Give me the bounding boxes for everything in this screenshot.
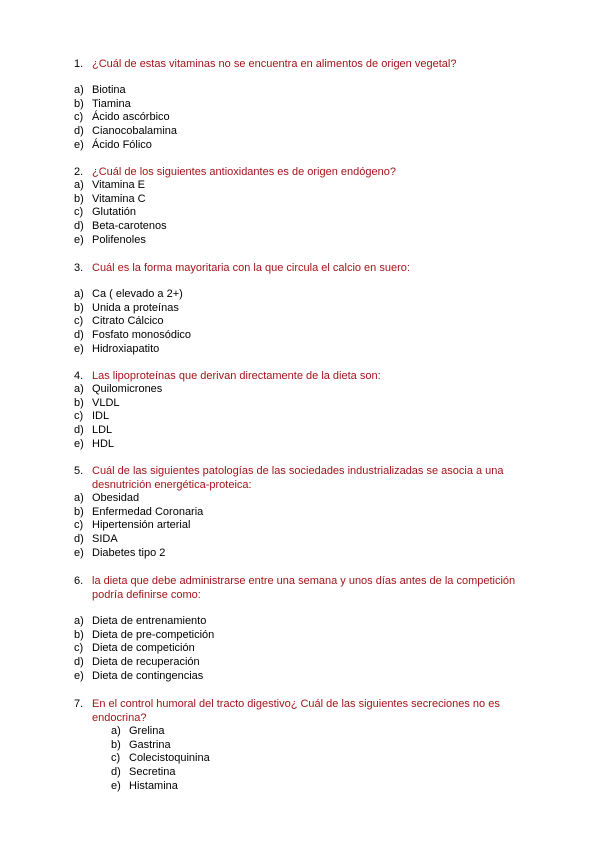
option-text: Cianocobalamina — [92, 125, 177, 138]
option-text: Hidroxiapatito — [92, 342, 160, 355]
option-letter: e) — [74, 233, 84, 246]
option-e — [74, 438, 534, 452]
question-number: 1. — [74, 58, 84, 70]
option-text: Enfermedad Coronaria — [92, 505, 204, 518]
option-e — [74, 343, 534, 357]
question-header — [74, 57, 534, 71]
options-list — [74, 383, 534, 451]
option-letter: d) — [74, 125, 84, 138]
option-e — [74, 670, 534, 684]
option-b — [74, 98, 534, 112]
option-letter: b) — [74, 505, 84, 518]
option-b — [111, 739, 534, 753]
option-b — [74, 302, 534, 316]
question-text: En el control humoral del tracto digestivo¿ Cuál de las siguientes secreciones no es endocrina? — [92, 698, 500, 724]
option-text: Ácido ascórbico — [92, 111, 170, 124]
option-letter: c) — [74, 642, 84, 655]
option-text: IDL — [92, 410, 110, 423]
option-text: LDL — [92, 424, 113, 437]
options-list — [74, 179, 534, 247]
question-text: ¿Cuál de los siguientes antioxidantes es de origen endógeno? — [92, 166, 396, 178]
option-letter: e) — [74, 669, 84, 682]
option-b — [74, 397, 534, 411]
option-text: Ácido Fólico — [92, 138, 152, 151]
option-b — [74, 629, 534, 643]
options-list — [74, 288, 534, 356]
option-text: Histamina — [129, 779, 178, 792]
question-header — [74, 574, 534, 602]
question-4 — [74, 369, 534, 451]
option-d — [74, 656, 534, 670]
option-letter: e) — [74, 437, 84, 450]
option-text: Vitamina C — [92, 192, 146, 205]
option-text: Vitamina E — [92, 179, 145, 191]
question-text: Cuál es la forma mayoritaria con la que circula el calcio en suero: — [92, 262, 410, 274]
option-text: Polifenoles — [92, 233, 146, 246]
option-text: Ca ( elevado a 2+) — [92, 288, 183, 300]
question-text: Cuál de las siguientes patologías de las sociedades industrializadas se asocia a una desnutrición energética-proteica: — [92, 465, 504, 491]
option-b — [74, 193, 534, 207]
option-text: Biotina — [92, 84, 126, 96]
option-text: Glutatión — [92, 206, 137, 219]
option-b — [74, 506, 534, 520]
option-a — [74, 179, 534, 193]
option-e — [74, 547, 534, 561]
option-a — [111, 725, 534, 739]
option-d — [74, 424, 534, 438]
option-text: Obesidad — [92, 492, 140, 504]
option-a — [74, 492, 534, 506]
option-text: Fosfato monosódico — [92, 329, 192, 342]
option-letter: a) — [74, 84, 84, 96]
option-letter: c) — [74, 410, 84, 423]
option-c — [74, 315, 534, 329]
question-2 — [74, 165, 534, 247]
option-d — [74, 533, 534, 547]
option-c — [74, 111, 534, 125]
question-number: 4. — [74, 370, 84, 382]
option-a — [74, 615, 534, 629]
option-text: Dieta de entrenamiento — [92, 615, 207, 627]
option-letter: a) — [74, 179, 84, 191]
option-letter: b) — [74, 301, 84, 314]
question-header — [74, 369, 534, 383]
option-letter: b) — [74, 192, 84, 205]
options-list — [111, 725, 534, 793]
question-text: ¿Cuál de estas vitaminas no se encuentra en alimentos de origen vegetal? — [92, 58, 457, 70]
option-letter: e) — [74, 138, 84, 151]
option-text: Diabetes tipo 2 — [92, 546, 166, 559]
option-a — [74, 383, 534, 397]
question-header — [74, 464, 534, 492]
option-letter: d) — [74, 220, 84, 233]
question-header — [74, 165, 534, 179]
option-letter: a) — [111, 725, 121, 737]
option-letter: a) — [74, 615, 84, 627]
option-letter: c) — [74, 111, 84, 124]
option-d — [111, 766, 534, 780]
question-header — [74, 697, 534, 725]
option-letter: e) — [111, 779, 121, 792]
option-letter: d) — [74, 329, 84, 342]
option-letter: e) — [74, 342, 84, 355]
option-c — [74, 206, 534, 220]
option-text: Tiamina — [92, 97, 131, 110]
option-text: Dieta de pre-competición — [92, 628, 215, 641]
option-letter: a) — [74, 288, 84, 300]
option-text: Citrato Cálcico — [92, 315, 164, 328]
option-text: HDL — [92, 437, 115, 450]
option-letter: c) — [74, 206, 84, 219]
question-number: 6. — [74, 575, 84, 587]
question-header — [74, 261, 534, 275]
option-c — [74, 519, 534, 533]
option-letter: b) — [111, 738, 121, 751]
options-list — [74, 492, 534, 560]
option-text: Colecistoquinina — [129, 752, 210, 765]
options-list — [74, 84, 534, 152]
option-text: Secretina — [129, 766, 176, 779]
option-e — [74, 139, 534, 153]
question-number: 5. — [74, 465, 84, 477]
option-letter: b) — [74, 396, 84, 409]
option-text: Dieta de contingencias — [92, 669, 204, 682]
option-text: Hipertensión arterial — [92, 519, 191, 532]
option-c — [74, 410, 534, 424]
option-text: Gastrina — [129, 738, 171, 751]
option-d — [74, 125, 534, 139]
option-text: Dieta de competición — [92, 642, 195, 655]
question-number: 7. — [74, 698, 84, 710]
question-text: la dieta que debe administrarse entre una semana y unos días antes de la competición podría definirse como: — [92, 575, 516, 601]
option-letter: a) — [74, 383, 84, 395]
option-letter: a) — [74, 492, 84, 504]
option-c — [111, 752, 534, 766]
option-text: Dieta de recuperación — [92, 656, 200, 669]
option-letter: d) — [74, 424, 84, 437]
question-text: Las lipoproteínas que derivan directamente de la dieta son: — [92, 370, 381, 382]
option-d — [74, 329, 534, 343]
option-letter: d) — [74, 533, 84, 546]
question-number: 2. — [74, 166, 84, 178]
question-5 — [74, 464, 534, 560]
option-text: SIDA — [92, 533, 118, 546]
option-letter: c) — [111, 752, 121, 765]
option-letter: c) — [74, 519, 84, 532]
question-1 — [74, 57, 534, 152]
option-text: Unida a proteínas — [92, 301, 179, 314]
option-a — [74, 288, 534, 302]
option-e — [111, 780, 534, 794]
option-letter: e) — [74, 546, 84, 559]
option-a — [74, 84, 534, 98]
option-letter: c) — [74, 315, 84, 328]
option-text: Grelina — [129, 725, 165, 737]
option-c — [74, 642, 534, 656]
option-letter: d) — [74, 656, 84, 669]
question-3 — [74, 261, 534, 356]
option-letter: d) — [111, 766, 121, 779]
question-6 — [74, 574, 534, 683]
question-number: 3. — [74, 262, 84, 274]
option-letter: b) — [74, 97, 84, 110]
option-letter: b) — [74, 628, 84, 641]
option-text: Beta-carotenos — [92, 220, 167, 233]
option-text: Quilomicrones — [92, 383, 163, 395]
option-e — [74, 234, 534, 248]
option-d — [74, 220, 534, 234]
question-7 — [74, 697, 534, 793]
options-list — [74, 615, 534, 683]
option-text: VLDL — [92, 396, 120, 409]
